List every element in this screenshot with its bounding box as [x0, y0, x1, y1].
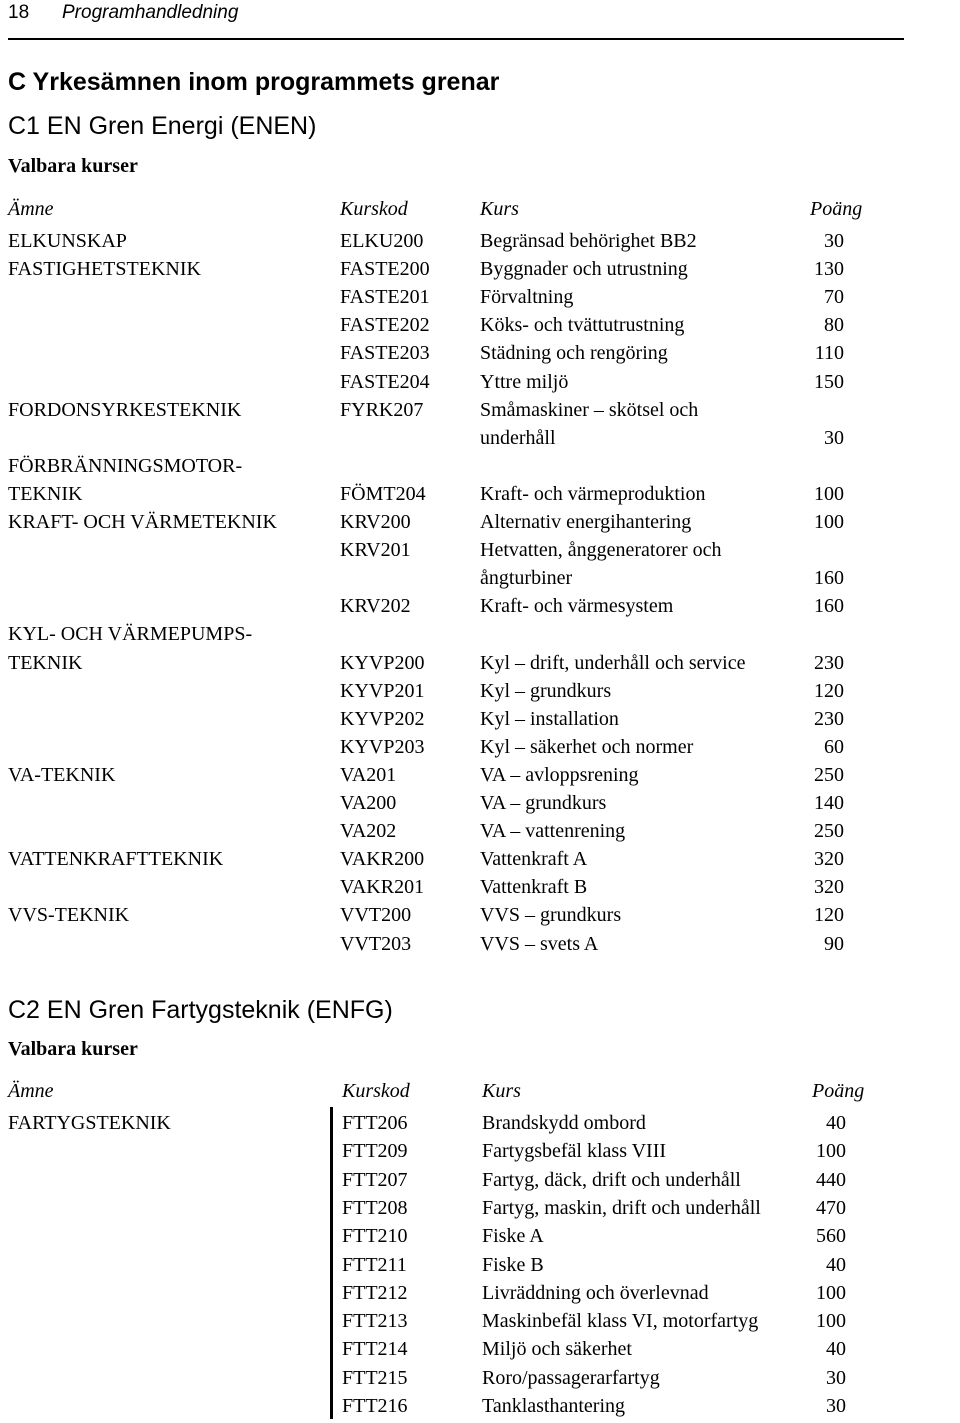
code-cell: FTT209 [342, 1140, 408, 1163]
code-cell: FASTE204 [340, 370, 430, 393]
code-cell: FÖMT204 [340, 482, 426, 505]
points-cell: 320 [814, 848, 844, 871]
course-cell: Begränsad behörighet BB2 [480, 230, 697, 252]
points-cell: 120 [814, 679, 844, 702]
course-cell: Kyl – drift, underhåll och service [480, 651, 746, 674]
code-cell: KRV201 [340, 539, 411, 562]
page-number: 18 [8, 2, 30, 23]
course-cell: Förvaltning [480, 286, 574, 309]
subject-cell: VA-TEKNIK [8, 763, 116, 786]
code-cell: FTT211 [342, 1253, 407, 1276]
course-cell: Kraft- och värmesystem [480, 595, 674, 618]
code-cell: ELKU200 [340, 230, 424, 252]
code-cell: FTT212 [342, 1281, 408, 1304]
points-cell: 130 [814, 258, 844, 281]
code-cell: FASTE202 [340, 314, 430, 337]
section-title: C Yrkesämnen inom programmets grenar [8, 68, 500, 96]
course-cell: Brandskydd ombord [482, 1112, 646, 1134]
course-cell: Yttre miljö [480, 370, 569, 393]
points-cell: 30 [826, 1395, 846, 1417]
code-cell: FASTE200 [340, 258, 430, 281]
c2-heading: C2 EN Gren Fartygsteknik (ENFG) [8, 996, 393, 1024]
course-cell: Alternativ energihantering [480, 511, 692, 533]
code-cell: KYVP200 [340, 651, 425, 674]
points-cell: 90 [824, 932, 844, 955]
points-cell: 60 [824, 735, 844, 758]
course-cell: Fiske B [482, 1253, 544, 1276]
subject-cell: FÖRBRÄNNINGSMOTOR- [8, 454, 243, 477]
course-cell: Maskinbefäl klass VI, motorfartyg [482, 1310, 759, 1333]
points-cell: 100 [814, 482, 844, 505]
code-cell: FTT210 [342, 1225, 408, 1248]
running-title: Programhandledning [62, 2, 239, 23]
course-cell: Roro/passagerarfartyg [482, 1366, 660, 1389]
code-cell: KYVP203 [340, 735, 425, 758]
points-cell: 230 [814, 651, 844, 674]
c1-subtitle: Valbara kurser [8, 155, 138, 177]
points-cell: 230 [814, 707, 844, 730]
points-cell: 100 [816, 1140, 846, 1163]
code-cell: FYRK207 [340, 398, 424, 421]
subject-cell: FORDONSYRKESTEKNIK [8, 398, 242, 421]
points-cell: 250 [814, 820, 844, 843]
course-cell: Fartygsbefäl klass VIII [482, 1140, 667, 1163]
points-cell: 120 [814, 904, 844, 927]
course-cell: Kyl – installation [480, 707, 619, 730]
header-rule [8, 38, 904, 40]
subject-cell: VVS-TEKNIK [8, 904, 130, 927]
points-cell: 160 [814, 567, 844, 590]
c1-heading: C1 EN Gren Energi (ENEN) [8, 112, 317, 140]
points-cell: 40 [826, 1338, 846, 1361]
subject-cell: KYL- OCH VÄRMEPUMPS- [8, 623, 253, 646]
c2-header-subject: Ämne [8, 1080, 54, 1102]
code-cell: KYVP202 [340, 707, 425, 730]
course-cell: Städning och rengöring [480, 342, 668, 365]
points-cell: 40 [826, 1253, 846, 1276]
c1-header-course: Kurs [480, 198, 519, 220]
points-cell: 100 [816, 1310, 846, 1333]
points-cell: 100 [814, 511, 844, 533]
code-cell: FTT216 [342, 1395, 408, 1417]
points-cell: 30 [824, 426, 844, 449]
course-cell: VVS – svets A [480, 932, 599, 955]
c2-header-code: Kurskod [342, 1080, 410, 1102]
subject-cell-cont: TEKNIK [8, 651, 83, 674]
code-cell: FTT207 [342, 1168, 408, 1191]
code-cell: VVT203 [340, 932, 412, 955]
c1-header-points: Poäng [810, 198, 863, 220]
points-cell: 40 [826, 1112, 846, 1134]
subject-cell: KRAFT- OCH VÄRMETEKNIK [8, 511, 277, 533]
points-cell: 80 [824, 314, 844, 337]
code-cell: FTT214 [342, 1338, 408, 1361]
points-cell: 70 [824, 286, 844, 309]
points-cell: 250 [814, 763, 844, 786]
c1-header-subject: Ämne [8, 198, 54, 220]
code-cell: VAKR200 [340, 848, 425, 871]
points-cell: 320 [814, 876, 844, 899]
points-cell: 150 [814, 370, 844, 393]
course-cell: Vattenkraft A [480, 848, 588, 871]
course-cell-cont: ångturbiner [480, 567, 573, 590]
code-cell: FTT213 [342, 1310, 408, 1333]
subject-cell: FASTIGHETSTEKNIK [8, 258, 201, 281]
course-cell: VA – vattenrening [480, 820, 626, 843]
course-cell: Fartyg, maskin, drift och underhåll [482, 1196, 761, 1219]
points-cell: 440 [816, 1168, 846, 1191]
code-cell: FTT206 [342, 1112, 408, 1134]
course-cell: Kyl – grundkurs [480, 679, 612, 702]
code-cell: VVT200 [340, 904, 412, 927]
course-cell: Småmaskiner – skötsel och [480, 398, 699, 421]
course-cell: VA – avloppsrening [480, 763, 639, 786]
course-cell: VVS – grundkurs [480, 904, 622, 927]
points-cell: 560 [816, 1225, 846, 1248]
points-cell: 470 [816, 1196, 846, 1219]
course-cell: Tanklasthantering [482, 1395, 625, 1417]
course-cell: VA – grundkurs [480, 792, 607, 814]
course-cell: Hetvatten, ånggeneratorer och [480, 539, 722, 562]
points-cell: 30 [826, 1366, 846, 1389]
course-cell: Kraft- och värmeproduktion [480, 482, 706, 505]
code-cell: FTT208 [342, 1196, 408, 1219]
course-cell: Fartyg, däck, drift och underhåll [482, 1168, 741, 1191]
c2-code-rule [330, 1107, 333, 1419]
course-cell: Fiske A [482, 1225, 544, 1248]
c1-header-code: Kurskod [340, 198, 408, 220]
c2-header-points: Poäng [812, 1080, 865, 1102]
course-cell: Miljö och säkerhet [482, 1338, 632, 1361]
points-cell: 30 [824, 230, 844, 252]
code-cell: KRV202 [340, 595, 411, 618]
points-cell: 100 [816, 1281, 846, 1304]
points-cell: 140 [814, 792, 844, 814]
course-cell-cont: underhåll [480, 426, 556, 449]
subject-cell-cont: TEKNIK [8, 482, 83, 505]
code-cell: VA202 [340, 820, 397, 843]
c2-subtitle: Valbara kurser [8, 1038, 138, 1060]
code-cell: VAKR201 [340, 876, 425, 899]
points-cell: 110 [814, 342, 844, 365]
subject-cell: ELKUNSKAP [8, 230, 127, 252]
code-cell: VA201 [340, 763, 397, 786]
course-cell: Vattenkraft B [480, 876, 588, 899]
subject-cell: FARTYGSTEKNIK [8, 1112, 171, 1134]
course-cell: Byggnader och utrustning [480, 258, 688, 281]
code-cell: FTT215 [342, 1366, 408, 1389]
subject-cell: VATTENKRAFTTEKNIK [8, 848, 224, 871]
c2-header-course: Kurs [482, 1080, 521, 1102]
course-cell: Kyl – säkerhet och normer [480, 735, 694, 758]
code-cell: KYVP201 [340, 679, 425, 702]
code-cell: KRV200 [340, 511, 411, 533]
code-cell: VA200 [340, 792, 397, 814]
course-cell: Livräddning och överlevnad [482, 1281, 709, 1304]
course-cell: Köks- och tvättutrustning [480, 314, 685, 337]
code-cell: FASTE203 [340, 342, 430, 365]
points-cell: 160 [814, 595, 844, 618]
code-cell: FASTE201 [340, 286, 430, 309]
